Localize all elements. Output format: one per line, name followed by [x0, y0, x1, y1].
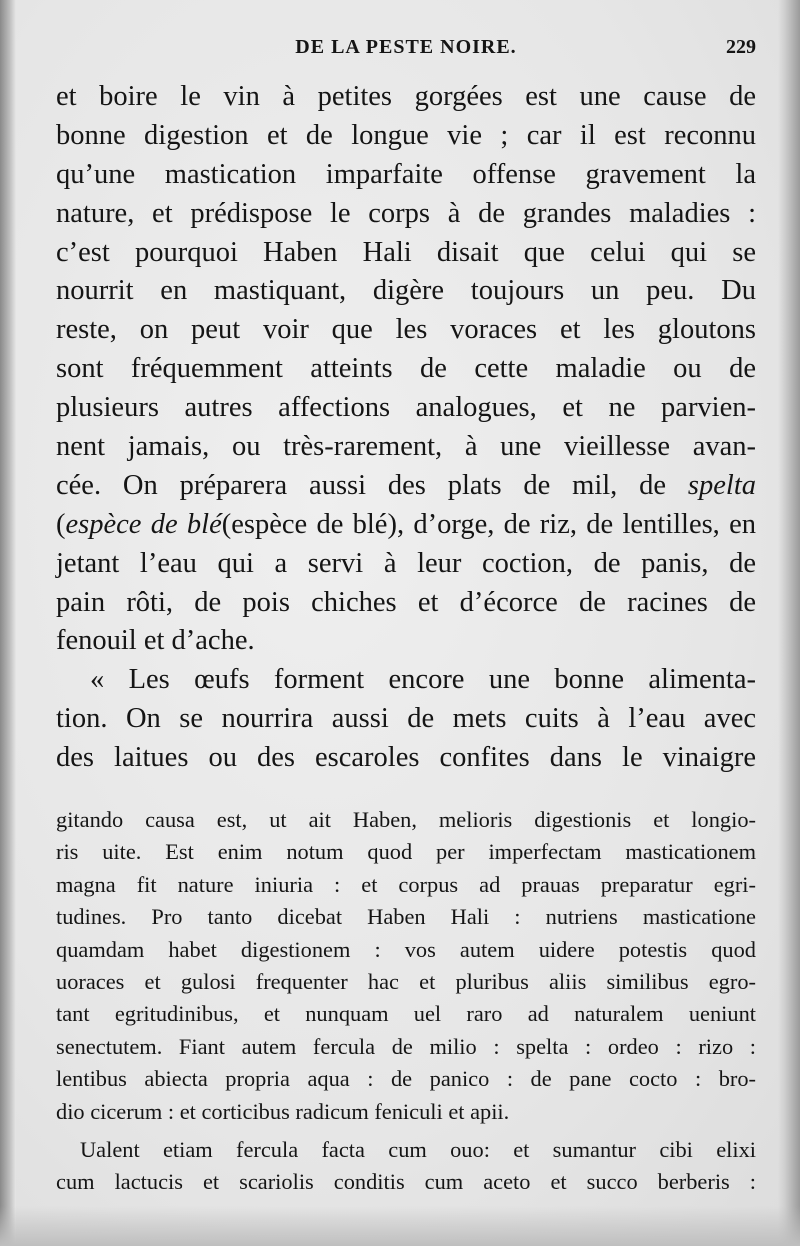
running-title: DE LA PESTE NOIRE. — [295, 36, 517, 58]
latin-line: senectutem. Fiant autem fercula de milio : spelta : ordeo : rizo : — [56, 1033, 756, 1059]
latin-line: magna fit nature iniuria : et corpus ad prauas preparatur egri- — [56, 871, 756, 897]
latin-original-footnote — [56, 804, 756, 1199]
french-line: reste, on peut voir que les voraces et les gloutons — [56, 314, 756, 346]
french-line: nourrit en mastiquant, digère toujours un peu. Du — [56, 275, 756, 307]
french-line-text: (espèce de blé), d’orge, de riz, de lentilles, en — [221, 508, 756, 540]
italic-term-spelta: spelta — [687, 469, 756, 501]
latin-line: gitando causa est, ut ait Haben, melioris digestionis et longio- — [56, 807, 756, 832]
latin-line: uoraces et gulosi frequenter hac et pluribus aliis similibus egro- — [56, 968, 756, 994]
french-line: nature, et prédispose le corps à de grandes maladies : — [56, 197, 756, 229]
french-line: jetant l’eau qui a servi à leur coction, de panis, de — [56, 547, 756, 579]
page-number: 229 — [726, 36, 756, 58]
french-line: nent jamais, ou très-rarement, à une vieillesse avan- — [56, 431, 756, 463]
french-line-text: cée. On préparera aussi des plats de mil, de — [56, 469, 667, 501]
french-line: « Les œufs forment encore une bonne alimenta- — [90, 664, 756, 696]
latin-line: quamdam habet digestionem : vos autem uidere potestis quod — [56, 936, 756, 962]
french-line: des laitues ou des escaroles confites dans le vinaigre — [56, 742, 756, 774]
running-header — [56, 36, 756, 66]
french-line: c’est pourquoi Haben Hali disait que celui qui se — [56, 236, 756, 268]
french-line: plusieurs autres affections analogues, et ne parvien- — [56, 392, 756, 424]
french-line: sont fréquemment atteints de cette maladie ou de — [56, 353, 756, 385]
french-translation — [56, 78, 756, 778]
page-binding-shadow — [0, 0, 16, 1246]
latin-line: Ualent etiam fercula facta cum ouo: et sumantur cibi elixi — [80, 1136, 756, 1162]
french-line: pain rôti, de pois chiches et d’écorce de racines de — [56, 586, 756, 618]
french-line: bonne digestion et de longue vie ; car il est reconnu — [56, 119, 756, 151]
italic-term-espece-de-ble: espèce de blé — [65, 508, 222, 540]
page-edge-shadow — [778, 0, 800, 1246]
french-line: et boire le vin à petites gorgées est une cause de — [56, 81, 756, 112]
latin-line: tant egritudinibus, et nunquam uel raro ad naturalem ueniunt — [56, 1001, 756, 1027]
latin-line: dio cicerum : et corticibus radicum feniculi et apii. — [56, 1098, 510, 1124]
french-line: tion. On se nourrira aussi de mets cuits à l’eau avec — [56, 703, 756, 735]
french-line: qu’une mastication imparfaite offense gravement la — [56, 158, 756, 190]
french-line: fenouil et d’ache. — [56, 625, 255, 657]
latin-line: cum lactucis et scariolis conditis cum aceto et succo berberis : — [56, 1169, 756, 1195]
latin-line: ris uite. Est enim notum quod per imperfectam masticationem — [56, 839, 756, 865]
page-bottom-shadow — [0, 1206, 800, 1246]
french-line-with-italic: (espèce de blé(espèce de blé), d’orge, de riz, de lentilles, en — [56, 508, 756, 540]
latin-line: tudines. Pro tanto dicebat Haben Hali : nutriens masticatione — [56, 904, 756, 930]
latin-line: lentibus abiecta propria aqua : de panico : de pane cocto : bro- — [56, 1066, 756, 1092]
french-line-with-italic — [56, 467, 756, 506]
